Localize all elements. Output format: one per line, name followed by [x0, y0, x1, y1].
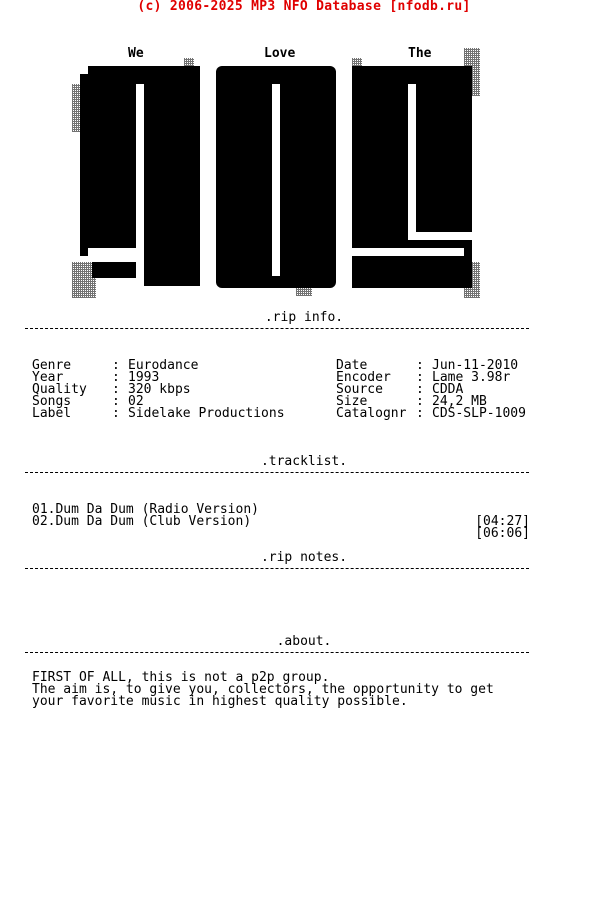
info-value: Sidelake Productions — [128, 406, 285, 421]
info-row-year — [32, 360, 160, 385]
section-title-rip-notes: .rip notes. — [260, 550, 348, 565]
info-key: Year — [32, 370, 64, 385]
about-line: FIRST OF ALL, this is not a p2p group. — [32, 670, 330, 685]
about-line: The aim is, to give you, collectors, the opportunity to get — [32, 682, 494, 697]
logo-graphic — [0, 0, 608, 310]
info-value: Eurodance — [128, 358, 199, 373]
info-separator: : — [112, 406, 120, 421]
info-separator: : — [112, 370, 120, 385]
info-separator: : — [416, 394, 424, 409]
track-name: 01.Dum Da Dum (Radio Version) — [32, 502, 259, 517]
info-key: Size — [336, 394, 368, 409]
info-value: Jun-11-2010 — [432, 358, 519, 373]
info-row-date — [336, 348, 519, 373]
info-separator: : — [112, 394, 120, 409]
info-separator: : — [416, 358, 424, 373]
info-value: CDS-SLP-1009 — [432, 406, 526, 421]
info-value: 02 — [128, 394, 144, 409]
logo-word-love: Love — [264, 46, 296, 61]
section-divider — [25, 472, 529, 473]
info-value: 1993 — [128, 370, 160, 385]
info-row-genre — [32, 348, 199, 373]
info-separator: : — [416, 370, 424, 385]
section-title-tracklist: .tracklist. — [260, 454, 348, 469]
info-separator: : — [112, 382, 120, 397]
info-key: Source — [336, 382, 383, 397]
info-key: Label — [32, 406, 72, 421]
info-separator: : — [416, 382, 424, 397]
info-key: Catalognr — [336, 406, 407, 421]
info-key: Songs — [32, 394, 72, 409]
info-key: Quality — [32, 382, 87, 397]
info-separator: : — [416, 406, 424, 421]
info-separator: : — [112, 358, 120, 373]
logo-word-we: We — [128, 46, 144, 61]
section-divider — [25, 328, 529, 329]
section-title-rip-info: .rip info. — [264, 310, 344, 325]
track-name: 02.Dum Da Dum (Club Version) — [32, 514, 252, 529]
info-value: Lame 3.98r — [432, 370, 511, 385]
section-divider — [25, 652, 529, 653]
info-key: Genre — [32, 358, 72, 373]
logo-word-the: The — [408, 46, 432, 61]
info-value: CDDA — [432, 382, 464, 397]
about-line: your favorite music in highest quality possible. — [32, 694, 408, 709]
info-key: Date — [336, 358, 368, 373]
info-value: 24,2 MB — [432, 394, 487, 409]
nfodb-credit: (c) 2006-2025 MP3 NFO Database [nfodb.ru] — [137, 0, 471, 14]
section-divider — [25, 568, 529, 569]
info-key: Encoder — [336, 370, 391, 385]
track-duration: [04:27] — [475, 514, 530, 529]
section-title-about: .about. — [276, 634, 332, 649]
info-value: 320 kbps — [128, 382, 191, 397]
track-duration: [06:06] — [475, 526, 530, 541]
